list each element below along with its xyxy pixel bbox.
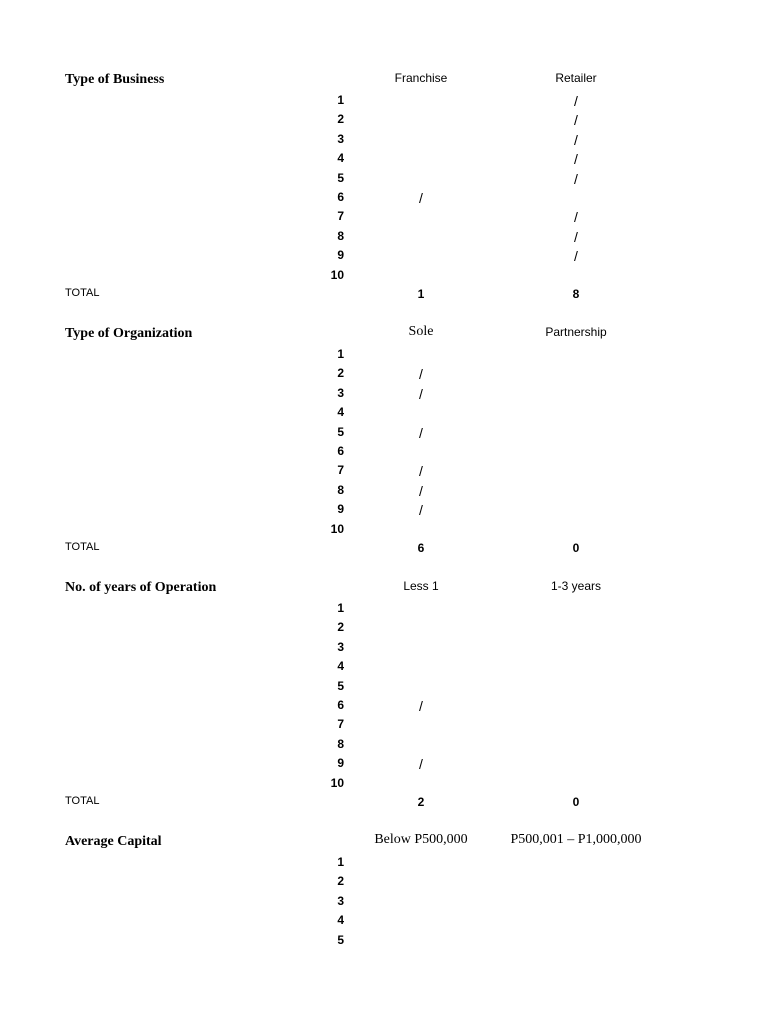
tally-mark: /	[419, 482, 423, 499]
table-row	[0, 405, 768, 424]
table-row	[0, 190, 768, 209]
tally-mark: /	[574, 93, 578, 109]
tally-mark: /	[574, 248, 578, 265]
total-label: TOTAL	[65, 287, 100, 299]
tally-mark: /	[574, 151, 578, 168]
row-number: 7	[337, 717, 344, 732]
total-value: 2	[417, 795, 425, 809]
table-row	[0, 171, 768, 190]
tally-mark: /	[419, 366, 423, 383]
row-number: 6	[337, 444, 344, 458]
table-row	[0, 698, 768, 717]
row-number: 4	[337, 405, 344, 420]
row-number: 9	[337, 756, 344, 771]
row-number: 3	[337, 131, 344, 146]
row-number: 5	[337, 932, 344, 947]
row-number: 3	[337, 893, 344, 908]
row-number: 1	[337, 601, 344, 615]
tally-mark: /	[574, 131, 578, 148]
row-number: 10	[330, 775, 344, 790]
total-row	[0, 287, 768, 307]
row-number: 8	[337, 736, 344, 751]
column-header: Less 1	[403, 579, 439, 593]
row-number: 10	[330, 521, 344, 536]
tally-mark: /	[419, 756, 423, 773]
row-number: 2	[337, 112, 344, 127]
row-number: 3	[337, 385, 344, 400]
table-row	[0, 463, 768, 482]
row-number: 9	[337, 248, 344, 263]
row-number: 8	[337, 228, 344, 243]
column-header: 1-3 years	[550, 579, 602, 593]
row-number: 5	[337, 424, 344, 439]
tally-mark: /	[574, 209, 578, 226]
row-number: 10	[330, 267, 344, 282]
table-row	[0, 737, 768, 756]
table-row	[0, 679, 768, 698]
table-row	[0, 483, 768, 502]
total-row	[0, 795, 768, 815]
row-number: 7	[337, 463, 344, 478]
table-row	[0, 209, 768, 228]
tally-mark: /	[574, 112, 578, 129]
tally-mark: /	[419, 424, 423, 441]
column-header: Sole	[408, 324, 434, 339]
section-title: Type of Organization	[65, 326, 193, 341]
row-number: 6	[337, 190, 344, 204]
column-header: Franchise	[394, 71, 448, 85]
table-row	[0, 640, 768, 659]
row-number: 4	[337, 151, 344, 166]
row-number: 5	[337, 678, 344, 693]
row-number: 1	[337, 93, 344, 107]
table-row	[0, 93, 768, 112]
table-row	[0, 894, 768, 913]
total-value: 0	[572, 541, 580, 555]
table-row	[0, 601, 768, 620]
table-row	[0, 132, 768, 151]
section-title: No. of years of Operation	[65, 580, 217, 595]
tally-mark: /	[419, 385, 423, 402]
tally-mark: /	[419, 698, 423, 714]
row-number: 7	[337, 209, 344, 224]
total-value: 6	[417, 541, 425, 555]
tally-mark: /	[419, 463, 423, 480]
table-row	[0, 248, 768, 267]
total-label: TOTAL	[65, 541, 100, 553]
table-row	[0, 444, 768, 463]
row-number: 2	[337, 874, 344, 889]
table-row	[0, 425, 768, 444]
table-row	[0, 717, 768, 736]
tally-mark: /	[419, 190, 423, 206]
table-row	[0, 620, 768, 639]
table-row	[0, 229, 768, 248]
total-row	[0, 541, 768, 561]
column-header: Partnership	[545, 325, 607, 339]
table-row	[0, 347, 768, 366]
table-row	[0, 855, 768, 874]
tally-mark: /	[419, 502, 423, 519]
row-number: 3	[337, 639, 344, 654]
row-number: 2	[337, 620, 344, 635]
column-header: Below P500,000	[374, 832, 468, 847]
row-number: 6	[337, 698, 344, 712]
total-value: 8	[572, 287, 580, 301]
row-number: 1	[337, 855, 344, 869]
table-row	[0, 659, 768, 678]
row-number: 4	[337, 913, 344, 928]
row-number: 2	[337, 366, 344, 381]
row-number: 5	[337, 170, 344, 185]
table-row	[0, 112, 768, 131]
tally-mark: /	[574, 170, 578, 187]
row-number: 1	[337, 347, 344, 361]
section-title: Average Capital	[65, 834, 162, 849]
total-value: 0	[572, 795, 580, 809]
column-header: Retailer	[555, 71, 597, 85]
row-number: 8	[337, 482, 344, 497]
table-row	[0, 386, 768, 405]
total-label: TOTAL	[65, 795, 100, 807]
table-row	[0, 522, 768, 541]
table-row	[0, 268, 768, 287]
table-row	[0, 776, 768, 795]
total-value: 1	[417, 287, 425, 301]
table-row	[0, 366, 768, 385]
row-number: 9	[337, 502, 344, 517]
table-row	[0, 151, 768, 170]
table-row	[0, 502, 768, 521]
tally-mark: /	[574, 228, 578, 245]
section-title: Type of Business	[65, 72, 165, 87]
table-row	[0, 874, 768, 893]
table-row	[0, 756, 768, 775]
table-row	[0, 933, 768, 952]
column-header: P500,001 – P1,000,000	[510, 832, 642, 847]
table-row	[0, 913, 768, 932]
row-number: 4	[337, 659, 344, 674]
